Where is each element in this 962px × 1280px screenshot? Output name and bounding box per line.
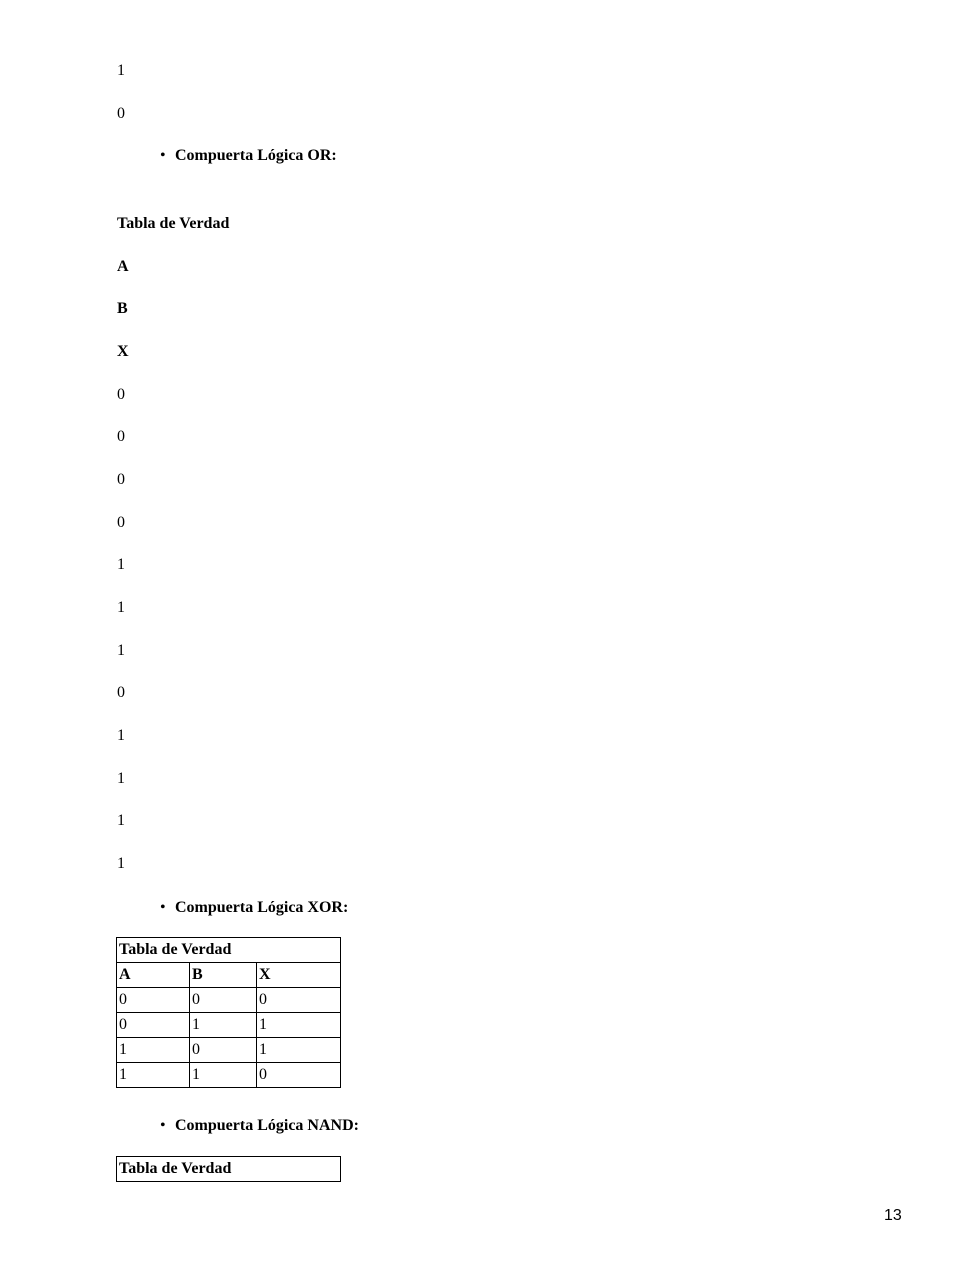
table-cell: 0 xyxy=(117,514,125,531)
table-cell: 0 xyxy=(117,471,125,488)
table-title: Tabla de Verdad xyxy=(117,938,341,963)
table-header-x: X xyxy=(257,963,341,988)
section-heading-text: Compuerta Lógica NAND: xyxy=(175,1117,359,1134)
table-cell: 0 xyxy=(257,1063,341,1088)
table-header-a: A xyxy=(117,963,190,988)
table-title: Tabla de Verdad xyxy=(117,215,230,232)
table-header-a: A xyxy=(117,258,129,275)
section-heading-text: Compuerta Lógica XOR: xyxy=(175,899,349,916)
table-header-b: B xyxy=(190,963,257,988)
truth-table-nand xyxy=(116,1156,341,1182)
section-heading-text: Compuerta Lógica OR: xyxy=(175,147,337,164)
table-row xyxy=(117,988,341,1013)
section-heading-or xyxy=(160,146,337,166)
table-title: Tabla de Verdad xyxy=(117,1157,341,1182)
table-cell: 1 xyxy=(117,642,125,659)
table-cell: 0 xyxy=(117,1013,190,1038)
table-cell: 0 xyxy=(190,1038,257,1063)
table-cell: 0 xyxy=(190,988,257,1013)
table-header-b: B xyxy=(117,300,128,317)
table-cell: 1 xyxy=(257,1013,341,1038)
table-cell: 0 xyxy=(117,684,125,701)
table-cell: 1 xyxy=(117,855,125,872)
section-heading-xor xyxy=(160,898,348,918)
table-cell: 1 xyxy=(257,1038,341,1063)
table-cell: 0 xyxy=(257,988,341,1013)
bullet-icon: • xyxy=(160,899,166,916)
table-header-row xyxy=(117,963,341,988)
table-cell: 1 xyxy=(117,556,125,573)
table-row xyxy=(117,938,341,963)
table-cell: 1 xyxy=(117,599,125,616)
truth-table-xor xyxy=(116,937,341,1088)
section-heading-nand xyxy=(160,1116,359,1136)
table-cell: 1 xyxy=(117,727,125,744)
table-cell: 0 xyxy=(117,386,125,403)
table-cell: 0 xyxy=(117,988,190,1013)
bullet-icon: • xyxy=(160,147,166,164)
table-cell: 1 xyxy=(117,1038,190,1063)
text-value: 1 xyxy=(117,62,125,79)
text-value: 0 xyxy=(117,105,125,122)
table-cell: 1 xyxy=(190,1063,257,1088)
table-cell: 1 xyxy=(117,812,125,829)
table-row xyxy=(117,1157,341,1182)
table-row xyxy=(117,1013,341,1038)
table-header-x: X xyxy=(117,343,129,360)
table-cell: 0 xyxy=(117,428,125,445)
table-cell: 1 xyxy=(190,1013,257,1038)
table-row xyxy=(117,1063,341,1088)
bullet-icon: • xyxy=(160,1117,166,1134)
table-row xyxy=(117,1038,341,1063)
table-cell: 1 xyxy=(117,1063,190,1088)
page-number: 13 xyxy=(884,1207,902,1224)
table-cell: 1 xyxy=(117,770,125,787)
